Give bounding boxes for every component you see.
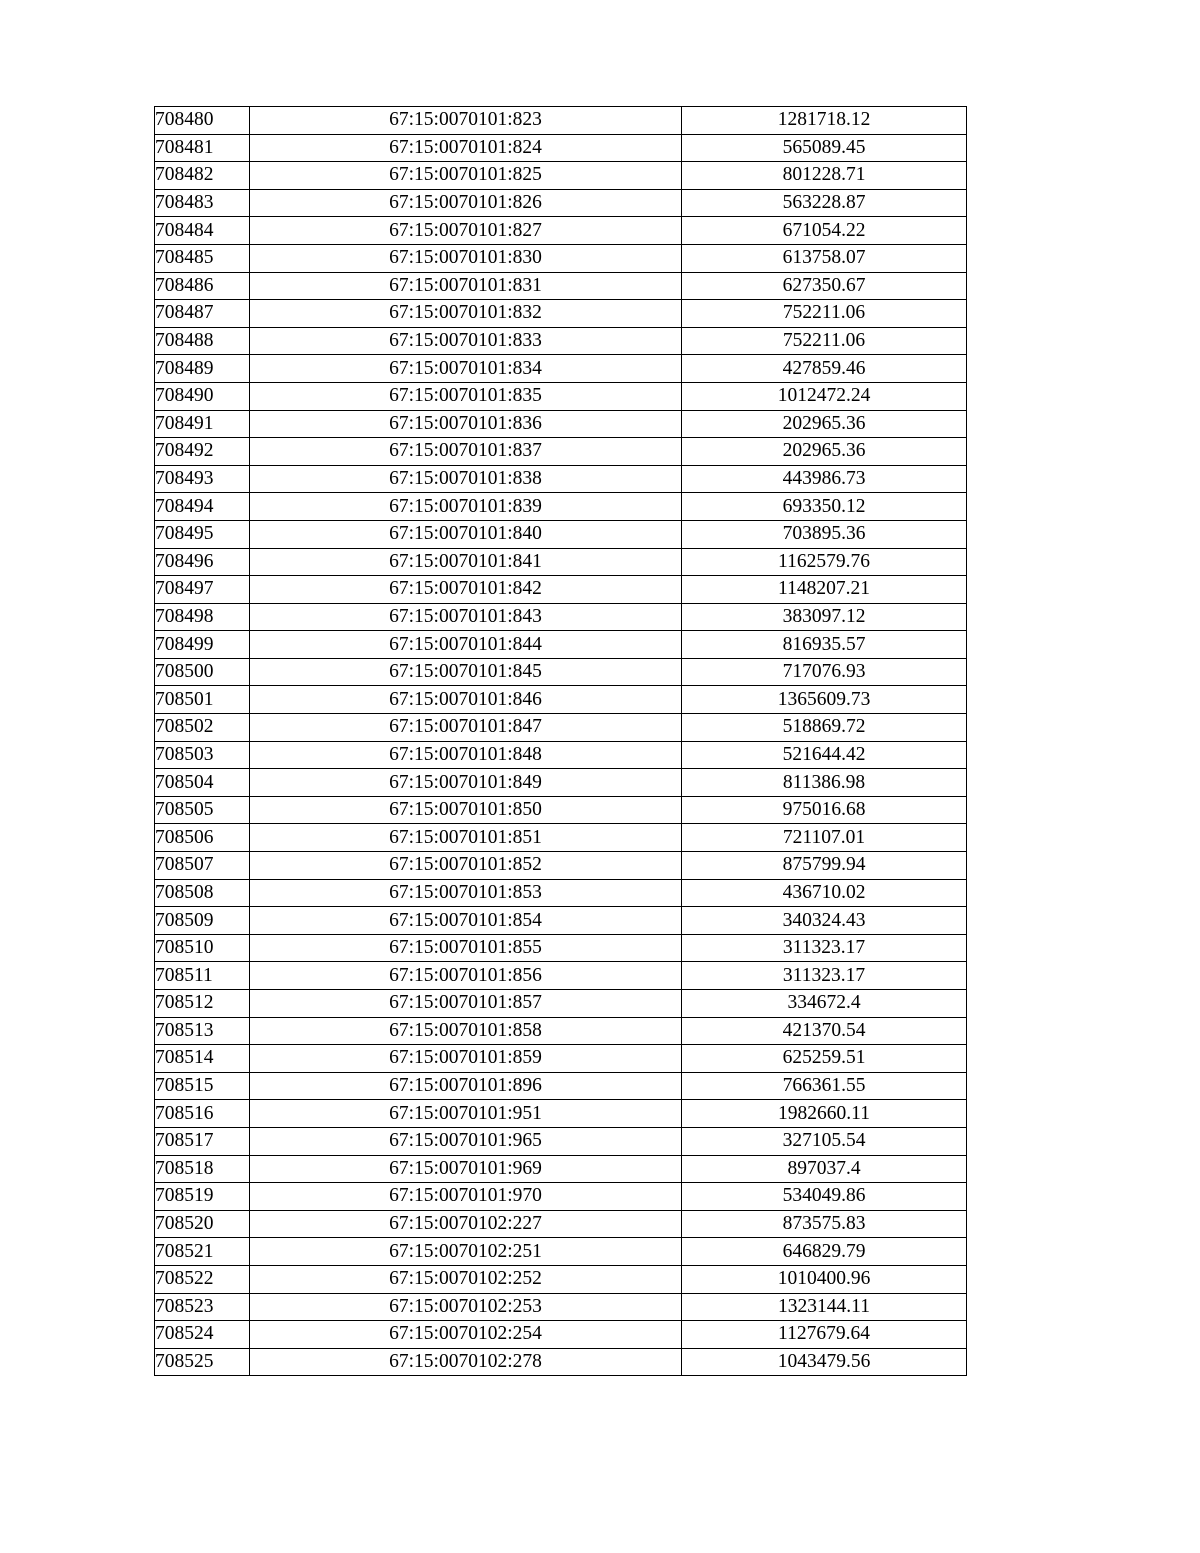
table-row: [155, 741, 967, 769]
row-number-cell: 708525: [155, 1348, 250, 1376]
cadastral-number-cell: 67:15:0070101:840: [250, 520, 682, 548]
cadastral-number-cell: 67:15:0070101:824: [250, 134, 682, 162]
table-row: [155, 796, 967, 824]
table-row: [155, 134, 967, 162]
table-row: [155, 355, 967, 383]
cadastral-value-cell: 875799.94: [682, 852, 967, 880]
cadastral-number-cell: 67:15:0070101:853: [250, 879, 682, 907]
cadastral-number-cell: 67:15:0070101:951: [250, 1100, 682, 1128]
cadastral-number-cell: 67:15:0070101:841: [250, 548, 682, 576]
cadastral-number-cell: 67:15:0070101:965: [250, 1127, 682, 1155]
cadastral-number-cell: 67:15:0070101:896: [250, 1072, 682, 1100]
row-number-cell: 708510: [155, 934, 250, 962]
cadastral-value-cell: 311323.17: [682, 962, 967, 990]
cadastral-number-cell: 67:15:0070101:834: [250, 355, 682, 383]
table-row: [155, 1127, 967, 1155]
cadastral-number-cell: 67:15:0070101:836: [250, 410, 682, 438]
cadastral-number-cell: 67:15:0070101:845: [250, 658, 682, 686]
cadastral-number-cell: 67:15:0070101:847: [250, 714, 682, 742]
cadastral-number-cell: 67:15:0070101:848: [250, 741, 682, 769]
row-number-cell: 708509: [155, 907, 250, 935]
cadastral-number-cell: 67:15:0070101:839: [250, 493, 682, 521]
cadastral-value-cell: 1012472.24: [682, 382, 967, 410]
cadastral-value-cell: 625259.51: [682, 1045, 967, 1073]
cadastral-number-cell: 67:15:0070101:823: [250, 107, 682, 135]
row-number-cell: 708519: [155, 1183, 250, 1211]
row-number-cell: 708481: [155, 134, 250, 162]
row-number-cell: 708495: [155, 520, 250, 548]
row-number-cell: 708494: [155, 493, 250, 521]
cadastral-value-cell: 703895.36: [682, 520, 967, 548]
cadastral-number-cell: 67:15:0070101:850: [250, 796, 682, 824]
cadastral-value-cell: 627350.67: [682, 272, 967, 300]
row-number-cell: 708499: [155, 631, 250, 659]
table-row: [155, 631, 967, 659]
table-row: [155, 520, 967, 548]
table-row: [155, 272, 967, 300]
cadastral-value-cell: 646829.79: [682, 1238, 967, 1266]
row-number-cell: 708502: [155, 714, 250, 742]
table-row: [155, 962, 967, 990]
cadastral-value-cell: 693350.12: [682, 493, 967, 521]
table-row: [155, 1045, 967, 1073]
row-number-cell: 708496: [155, 548, 250, 576]
table-row: [155, 658, 967, 686]
table-row: [155, 493, 967, 521]
table-row: [155, 576, 967, 604]
row-number-cell: 708492: [155, 438, 250, 466]
table-row: [155, 1210, 967, 1238]
table-row: [155, 244, 967, 272]
cadastral-value-cell: 565089.45: [682, 134, 967, 162]
cadastral-number-cell: 67:15:0070101:852: [250, 852, 682, 880]
row-number-cell: 708513: [155, 1017, 250, 1045]
table-row: [155, 327, 967, 355]
cadastral-value-cell: 202965.36: [682, 410, 967, 438]
cadastral-number-cell: 67:15:0070102:227: [250, 1210, 682, 1238]
cadastral-number-cell: 67:15:0070102:278: [250, 1348, 682, 1376]
row-number-cell: 708515: [155, 1072, 250, 1100]
cadastral-number-cell: 67:15:0070101:858: [250, 1017, 682, 1045]
cadastral-number-cell: 67:15:0070101:842: [250, 576, 682, 604]
cadastral-value-cell: 563228.87: [682, 189, 967, 217]
table-row: [155, 162, 967, 190]
cadastral-number-cell: 67:15:0070101:849: [250, 769, 682, 797]
cadastral-value-cell: 340324.43: [682, 907, 967, 935]
cadastral-value-cell: 436710.02: [682, 879, 967, 907]
row-number-cell: 708524: [155, 1321, 250, 1349]
row-number-cell: 708488: [155, 327, 250, 355]
table-row: [155, 934, 967, 962]
cadastral-number-cell: 67:15:0070101:851: [250, 824, 682, 852]
cadastral-value-cell: 1162579.76: [682, 548, 967, 576]
cadastral-number-cell: 67:15:0070101:969: [250, 1155, 682, 1183]
row-number-cell: 708517: [155, 1127, 250, 1155]
cadastral-value-cell: 534049.86: [682, 1183, 967, 1211]
row-number-cell: 708522: [155, 1265, 250, 1293]
cadastral-number-cell: 67:15:0070101:833: [250, 327, 682, 355]
cadastral-value-cell: 873575.83: [682, 1210, 967, 1238]
cadastral-value-cell: 1148207.21: [682, 576, 967, 604]
cadastral-number-cell: 67:15:0070102:251: [250, 1238, 682, 1266]
cadastral-number-cell: 67:15:0070101:970: [250, 1183, 682, 1211]
row-number-cell: 708490: [155, 382, 250, 410]
cadastral-value-cell: 427859.46: [682, 355, 967, 383]
table-row: [155, 1321, 967, 1349]
cadastral-value-cell: 766361.55: [682, 1072, 967, 1100]
cadastral-number-cell: 67:15:0070101:857: [250, 990, 682, 1018]
cadastral-value-cell: 311323.17: [682, 934, 967, 962]
row-number-cell: 708486: [155, 272, 250, 300]
table-row: [155, 438, 967, 466]
cadastral-number-cell: 67:15:0070101:837: [250, 438, 682, 466]
table-row: [155, 382, 967, 410]
table-row: [155, 1183, 967, 1211]
cadastral-value-cell: 801228.71: [682, 162, 967, 190]
cadastral-number-cell: 67:15:0070101:859: [250, 1045, 682, 1073]
cadastral-number-cell: 67:15:0070101:835: [250, 382, 682, 410]
cadastral-number-cell: 67:15:0070101:843: [250, 603, 682, 631]
table-row: [155, 300, 967, 328]
table-row: [155, 852, 967, 880]
table-row: [155, 1348, 967, 1376]
row-number-cell: 708514: [155, 1045, 250, 1073]
table-row: [155, 686, 967, 714]
cadastral-value-cell: 752211.06: [682, 300, 967, 328]
table-row: [155, 1155, 967, 1183]
cadastral-value-cell: 202965.36: [682, 438, 967, 466]
cadastral-number-cell: 67:15:0070102:253: [250, 1293, 682, 1321]
table-row: [155, 107, 967, 135]
row-number-cell: 708521: [155, 1238, 250, 1266]
table-row: [155, 189, 967, 217]
table-row: [155, 824, 967, 852]
row-number-cell: 708482: [155, 162, 250, 190]
row-number-cell: 708523: [155, 1293, 250, 1321]
table-row: [155, 1100, 967, 1128]
cadastral-value-cell: 1010400.96: [682, 1265, 967, 1293]
table-row: [155, 907, 967, 935]
cadastral-value-cell: 1323144.11: [682, 1293, 967, 1321]
row-number-cell: 708505: [155, 796, 250, 824]
row-number-cell: 708489: [155, 355, 250, 383]
row-number-cell: 708487: [155, 300, 250, 328]
cadastral-value-cell: 721107.01: [682, 824, 967, 852]
cadastral-value-cell: 518869.72: [682, 714, 967, 742]
cadastral-number-cell: 67:15:0070101:846: [250, 686, 682, 714]
table-row: [155, 1238, 967, 1266]
cadastral-value-cell: 421370.54: [682, 1017, 967, 1045]
cadastral-number-cell: 67:15:0070102:254: [250, 1321, 682, 1349]
cadastral-number-cell: 67:15:0070101:838: [250, 465, 682, 493]
cadastral-value-cell: 443986.73: [682, 465, 967, 493]
cadastral-value-cell: 613758.07: [682, 244, 967, 272]
cadastral-value-cell: 1043479.56: [682, 1348, 967, 1376]
cadastral-number-cell: 67:15:0070101:827: [250, 217, 682, 245]
table-row: [155, 1072, 967, 1100]
row-number-cell: 708507: [155, 852, 250, 880]
row-number-cell: 708484: [155, 217, 250, 245]
row-number-cell: 708518: [155, 1155, 250, 1183]
cadastral-value-cell: 717076.93: [682, 658, 967, 686]
row-number-cell: 708520: [155, 1210, 250, 1238]
cadastral-number-cell: 67:15:0070101:825: [250, 162, 682, 190]
table-row: [155, 1017, 967, 1045]
row-number-cell: 708500: [155, 658, 250, 686]
cadastral-value-cell: 1127679.64: [682, 1321, 967, 1349]
table-row: [155, 217, 967, 245]
row-number-cell: 708511: [155, 962, 250, 990]
row-number-cell: 708512: [155, 990, 250, 1018]
cadastral-number-cell: 67:15:0070101:856: [250, 962, 682, 990]
row-number-cell: 708503: [155, 741, 250, 769]
cadastral-value-cell: 383097.12: [682, 603, 967, 631]
cadastral-value-cell: 1982660.11: [682, 1100, 967, 1128]
cadastral-number-cell: 67:15:0070101:832: [250, 300, 682, 328]
cadastral-value-cell: 334672.4: [682, 990, 967, 1018]
table-row: [155, 1293, 967, 1321]
cadastral-number-cell: 67:15:0070101:844: [250, 631, 682, 659]
table-row: [155, 990, 967, 1018]
cadastral-value-cell: 897037.4: [682, 1155, 967, 1183]
cadastral-value-cell: 1281718.12: [682, 107, 967, 135]
cadastral-number-cell: 67:15:0070101:854: [250, 907, 682, 935]
row-number-cell: 708483: [155, 189, 250, 217]
row-number-cell: 708501: [155, 686, 250, 714]
cadastral-value-cell: 521644.42: [682, 741, 967, 769]
table-row: [155, 465, 967, 493]
cadastral-number-cell: 67:15:0070101:826: [250, 189, 682, 217]
cadastral-value-cell: 816935.57: [682, 631, 967, 659]
row-number-cell: 708493: [155, 465, 250, 493]
table-row: [155, 879, 967, 907]
cadastral-value-cell: 1365609.73: [682, 686, 967, 714]
table-row: [155, 714, 967, 742]
table-row: [155, 603, 967, 631]
row-number-cell: 708504: [155, 769, 250, 797]
table-row: [155, 548, 967, 576]
cadastral-number-cell: 67:15:0070101:831: [250, 272, 682, 300]
table-body: [155, 107, 967, 1376]
cadastral-value-cell: 811386.98: [682, 769, 967, 797]
row-number-cell: 708498: [155, 603, 250, 631]
cadastral-value-cell: 752211.06: [682, 327, 967, 355]
cadastral-value-cell: 327105.54: [682, 1127, 967, 1155]
cadastral-number-cell: 67:15:0070101:855: [250, 934, 682, 962]
cadastral-value-cell: 671054.22: [682, 217, 967, 245]
row-number-cell: 708485: [155, 244, 250, 272]
table-row: [155, 410, 967, 438]
row-number-cell: 708508: [155, 879, 250, 907]
row-number-cell: 708480: [155, 107, 250, 135]
cadastral-number-cell: 67:15:0070101:830: [250, 244, 682, 272]
cadastral-number-cell: 67:15:0070102:252: [250, 1265, 682, 1293]
cadastral-value-cell: 975016.68: [682, 796, 967, 824]
row-number-cell: 708506: [155, 824, 250, 852]
cadastral-value-table: [154, 106, 967, 1376]
table-row: [155, 769, 967, 797]
row-number-cell: 708497: [155, 576, 250, 604]
row-number-cell: 708516: [155, 1100, 250, 1128]
table-row: [155, 1265, 967, 1293]
row-number-cell: 708491: [155, 410, 250, 438]
